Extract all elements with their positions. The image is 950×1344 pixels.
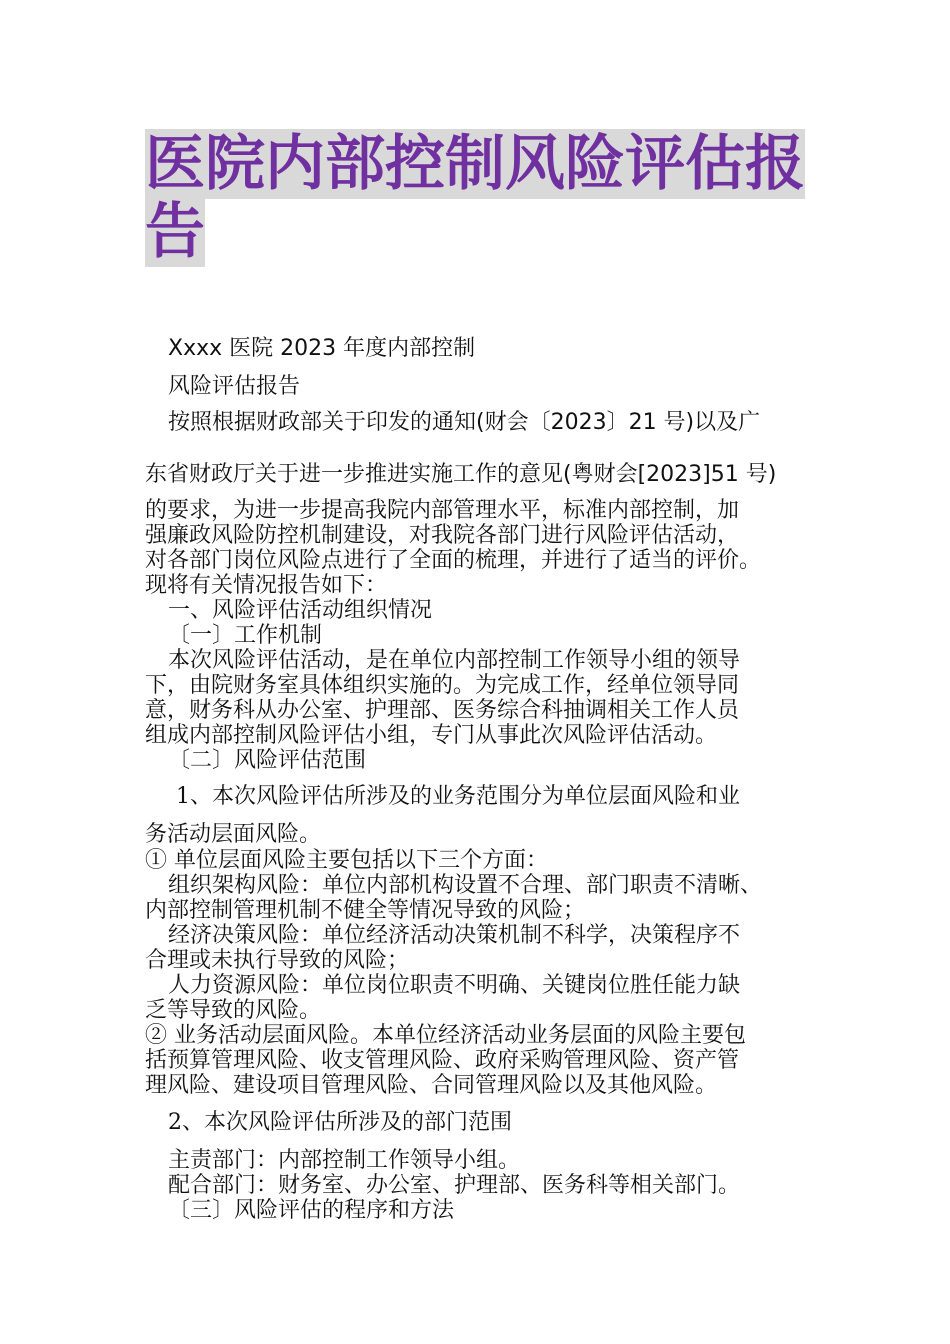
paragraph-line: 对各部门岗位风险点进行了全面的梳理，并进行了适当的评价。 <box>145 548 762 573</box>
document-title: 医院内部控制风险评估报告 <box>145 129 805 267</box>
paragraph-line: 主责部门：内部控制工作领导小组。 <box>168 1148 521 1173</box>
paragraph-line: 理风险、建设项目管理风险、合同管理风险以及其他风险。 <box>145 1073 718 1098</box>
paragraph-line: 现将有关情况报告如下： <box>145 573 388 598</box>
paragraph-line: 组成内部控制风险评估小组，专门从事此次风险评估活动。 <box>145 723 718 748</box>
paragraph-line: 的要求，为进一步提高我院内部管理水平，标准内部控制，加 <box>145 498 740 523</box>
section-heading: 一、风险评估活动组织情况 <box>168 598 433 623</box>
paragraph-line: 组织架构风险：单位内部机构设置不合理、部门职责不清晰、 <box>168 873 763 898</box>
paragraph-line: 强廉政风险防控机制建设，对我院各部门进行风险评估活动， <box>145 523 740 548</box>
paragraph-line: 意，财务科从办公室、护理部、医务综合科抽调相关工作人员 <box>145 698 740 723</box>
paragraph-line: 东省财政厅关于进一步推进实施工作的意见(粤财会[2023]51 号) <box>145 462 777 487</box>
subsection-heading: 〔三〕风险评估的程序和方法 <box>168 1198 455 1223</box>
paragraph-line: 2、本次风险评估所涉及的部门范围 <box>168 1110 512 1135</box>
paragraph-line: 括预算管理风险、收支管理风险、政府采购管理风险、资产管 <box>145 1048 740 1073</box>
paragraph-line: 风险评估报告 <box>168 374 301 399</box>
subsection-heading: 〔二〕风险评估范围 <box>168 748 367 773</box>
paragraph-line: 内部控制管理机制不健全等情况导致的风险； <box>145 898 586 923</box>
paragraph-line: 本次风险评估活动，是在单位内部控制工作领导小组的领导 <box>168 648 741 673</box>
paragraph-line: 务活动层面风险。 <box>145 822 322 847</box>
paragraph-line: ① 单位层面风险主要包括以下三个方面： <box>145 848 548 873</box>
paragraph-line: 配合部门：财务室、办公室、护理部、医务科等相关部门。 <box>168 1173 741 1198</box>
paragraph-line: 乏等导致的风险。 <box>145 998 322 1023</box>
paragraph-line: 经济决策风险：单位经济活动决策机制不科学，决策程序不 <box>168 923 741 948</box>
paragraph-line: 人力资源风险：单位岗位职责不明确、关键岗位胜任能力缺 <box>168 973 741 998</box>
paragraph-line: 合理或未执行导致的风险； <box>145 948 410 973</box>
paragraph-line: 按照根据财政部关于印发的通知(财会〔2023〕21 号)以及广 <box>168 410 761 435</box>
subsection-heading: 〔一〕工作机制 <box>168 623 323 648</box>
paragraph-line: Xxxx 医院 2023 年度内部控制 <box>168 336 476 361</box>
paragraph-line: 1、本次风险评估所涉及的业务范围分为单位层面风险和业 <box>176 784 740 809</box>
paragraph-line: 下，由院财务室具体组织实施的。为完成工作，经单位领导同 <box>145 673 740 698</box>
paragraph-line: ② 业务活动层面风险。本单位经济活动业务层面的风险主要包 <box>145 1023 746 1048</box>
